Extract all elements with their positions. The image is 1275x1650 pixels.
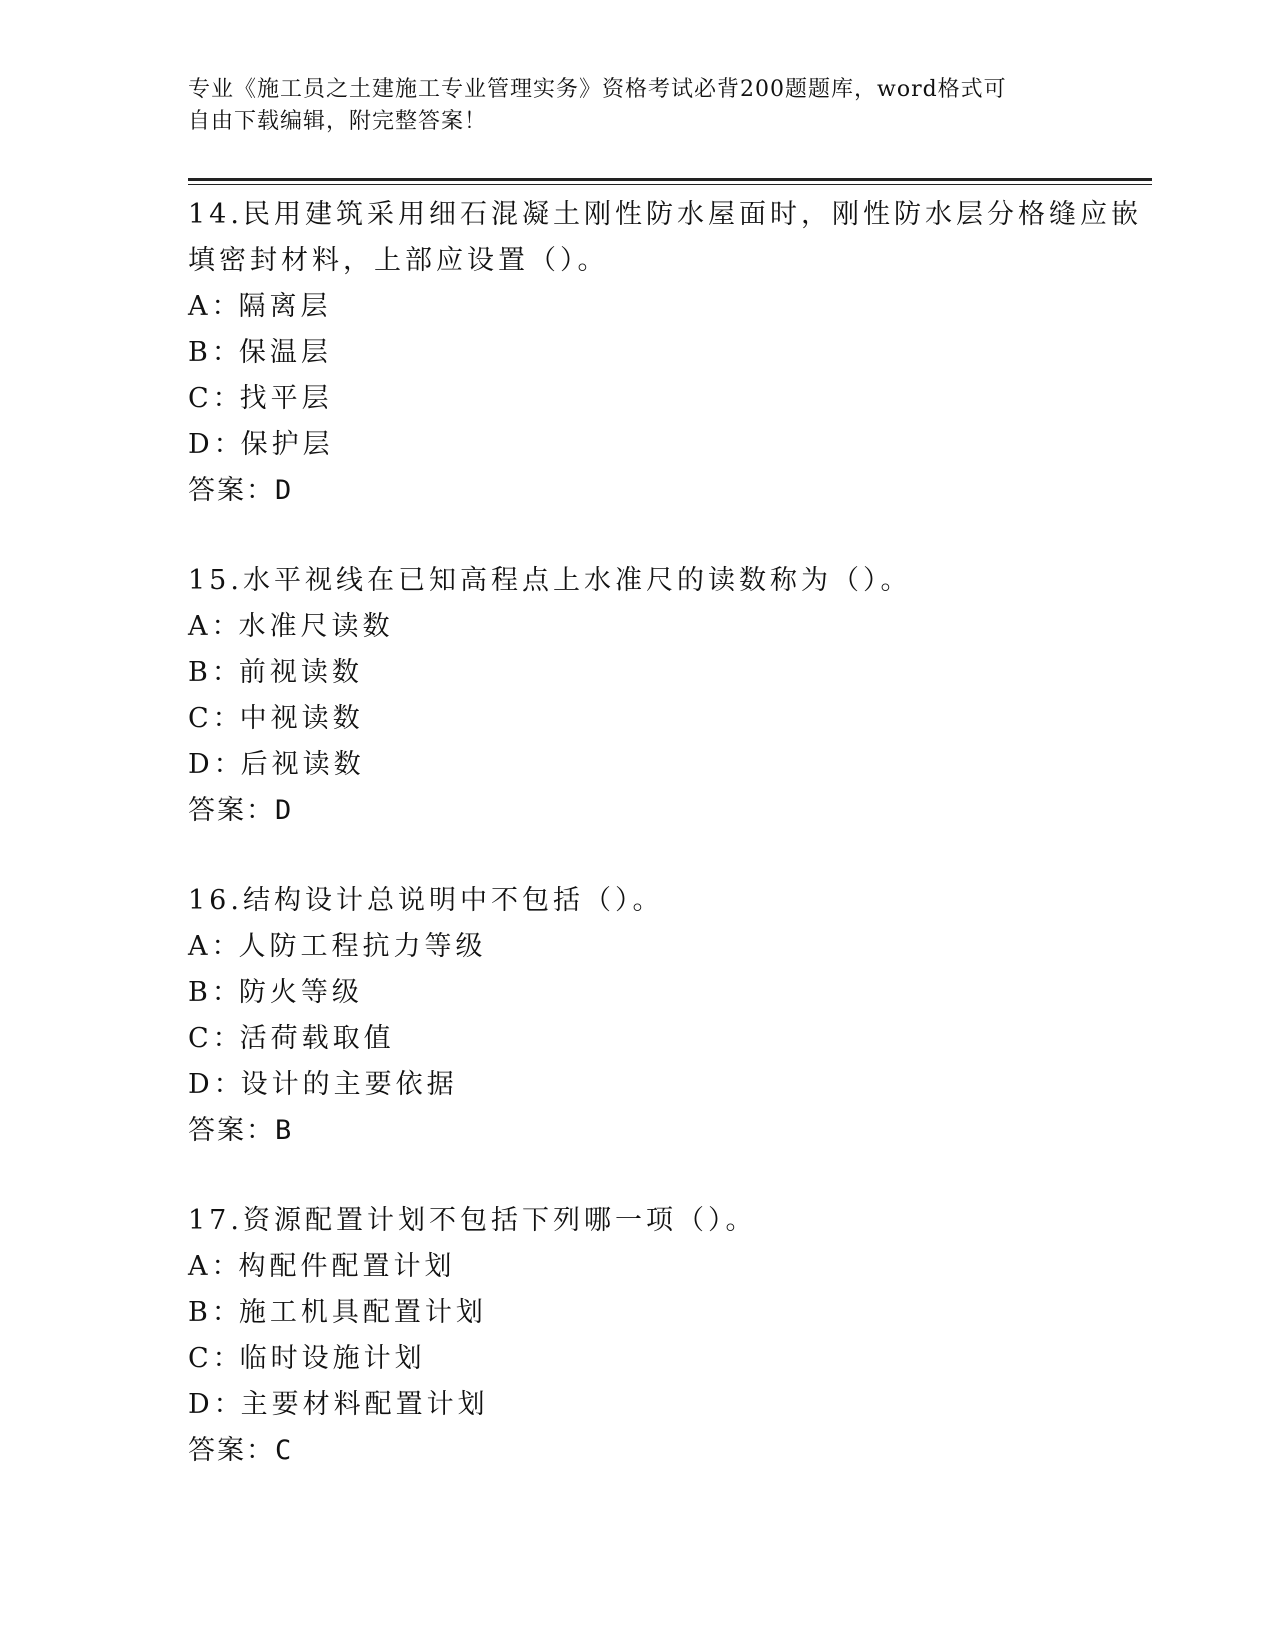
option-key: C — [188, 383, 213, 414]
option-item — [188, 422, 1088, 468]
answer-label: 答案： — [188, 795, 275, 826]
option-text: 前视读数 — [238, 657, 363, 688]
answer-label: 答案： — [188, 1115, 275, 1146]
question-block — [188, 878, 1088, 1154]
option-item — [188, 1016, 1088, 1062]
document-header — [188, 74, 1068, 138]
header-title-line-2: 自由下载编辑，附完整答案！ — [188, 109, 488, 134]
answer-label: 答案： — [188, 1435, 275, 1466]
answer-line — [188, 1108, 1088, 1154]
option-item — [188, 924, 1088, 970]
option-text: 隔离层 — [238, 291, 332, 322]
option-text: 施工机具配置计划 — [238, 1297, 487, 1328]
answer-line — [188, 1428, 1088, 1474]
option-separator: ： — [213, 1069, 241, 1100]
option-text: 构配件配置计划 — [238, 1251, 456, 1282]
option-key: C — [188, 703, 213, 734]
option-separator: ： — [213, 749, 241, 780]
option-text: 临时设施计划 — [239, 1343, 426, 1374]
question-stem-line: 17.资源配置计划不包括下列哪一项（）。 — [188, 1205, 757, 1236]
answer-label: 答案： — [188, 475, 275, 506]
option-key: A — [188, 291, 212, 322]
option-separator: ： — [211, 1251, 239, 1282]
option-key: D — [188, 429, 214, 460]
option-key: B — [188, 977, 212, 1008]
option-item — [188, 970, 1088, 1016]
option-key: B — [188, 657, 212, 688]
option-separator: ： — [212, 1023, 240, 1054]
option-separator: ： — [211, 931, 239, 962]
option-item — [188, 1062, 1088, 1108]
option-item — [188, 1336, 1088, 1382]
option-text: 保护层 — [240, 429, 334, 460]
option-list — [188, 604, 1088, 788]
option-separator: ： — [211, 657, 239, 688]
option-key: B — [188, 337, 212, 368]
question-stem-line: 填密封材料，上部应设置（）。 — [188, 245, 609, 276]
option-text: 中视读数 — [239, 703, 364, 734]
option-text: 活荷载取值 — [239, 1023, 395, 1054]
option-separator: ： — [212, 703, 240, 734]
header-divider-thick — [188, 178, 1152, 181]
option-separator: ： — [212, 1343, 240, 1374]
option-text: 找平层 — [239, 383, 333, 414]
option-text: 主要材料配置计划 — [240, 1389, 489, 1420]
option-separator: ： — [213, 429, 241, 460]
answer-value: D — [275, 475, 292, 506]
question-stem-line: 14.民用建筑采用细石混凝土刚性防水屋面时，刚性防水层分格缝应嵌 — [188, 199, 1142, 230]
option-list — [188, 924, 1088, 1108]
option-separator: ： — [211, 977, 239, 1008]
option-text: 人防工程抗力等级 — [238, 931, 487, 962]
option-separator: ： — [212, 383, 240, 414]
option-text: 保温层 — [238, 337, 332, 368]
option-item — [188, 650, 1088, 696]
question-stem — [188, 1198, 1088, 1244]
question-stem — [188, 878, 1088, 924]
option-separator: ： — [211, 611, 239, 642]
answer-line — [188, 788, 1088, 834]
question-stem — [188, 192, 1142, 284]
option-key: D — [188, 749, 214, 780]
option-list — [188, 1244, 1088, 1428]
option-item — [188, 284, 1088, 330]
option-key: D — [188, 1069, 214, 1100]
option-key: B — [188, 1297, 212, 1328]
header-divider-thin — [188, 184, 1152, 185]
option-key: A — [188, 1251, 212, 1282]
question-list — [188, 192, 1142, 1518]
answer-value: D — [275, 795, 292, 826]
option-text: 后视读数 — [240, 749, 365, 780]
option-text: 设计的主要依据 — [240, 1069, 458, 1100]
answer-line — [188, 468, 1088, 514]
option-item — [188, 1382, 1088, 1428]
question-stem-line: 16.结构设计总说明中不包括（）。 — [188, 885, 664, 916]
option-item — [188, 330, 1088, 376]
option-separator: ： — [213, 1389, 241, 1420]
option-text: 水准尺读数 — [238, 611, 394, 642]
header-title-line-1: 专业《施工员之土建施工专业管理实务》资格考试必背200题题库，word格式可 — [188, 77, 1007, 102]
question-block — [188, 558, 1088, 834]
option-key: C — [188, 1343, 213, 1374]
option-key: C — [188, 1023, 213, 1054]
option-list — [188, 284, 1088, 468]
option-item — [188, 1290, 1088, 1336]
option-item — [188, 376, 1088, 422]
option-separator: ： — [211, 291, 239, 322]
option-separator: ： — [211, 1297, 239, 1328]
answer-value: B — [275, 1115, 292, 1146]
option-text: 防火等级 — [238, 977, 363, 1008]
option-key: D — [188, 1389, 214, 1420]
question-block — [188, 1198, 1088, 1474]
question-stem-line: 15.水平视线在已知高程点上水准尺的读数称为（）。 — [188, 565, 912, 596]
answer-value: C — [275, 1435, 292, 1466]
option-item — [188, 742, 1088, 788]
question-stem — [188, 558, 1088, 604]
option-key: A — [188, 931, 212, 962]
option-key: A — [188, 611, 212, 642]
option-item — [188, 696, 1088, 742]
question-block — [188, 192, 1142, 514]
option-separator: ： — [211, 337, 239, 368]
option-item — [188, 604, 1088, 650]
option-item — [188, 1244, 1088, 1290]
